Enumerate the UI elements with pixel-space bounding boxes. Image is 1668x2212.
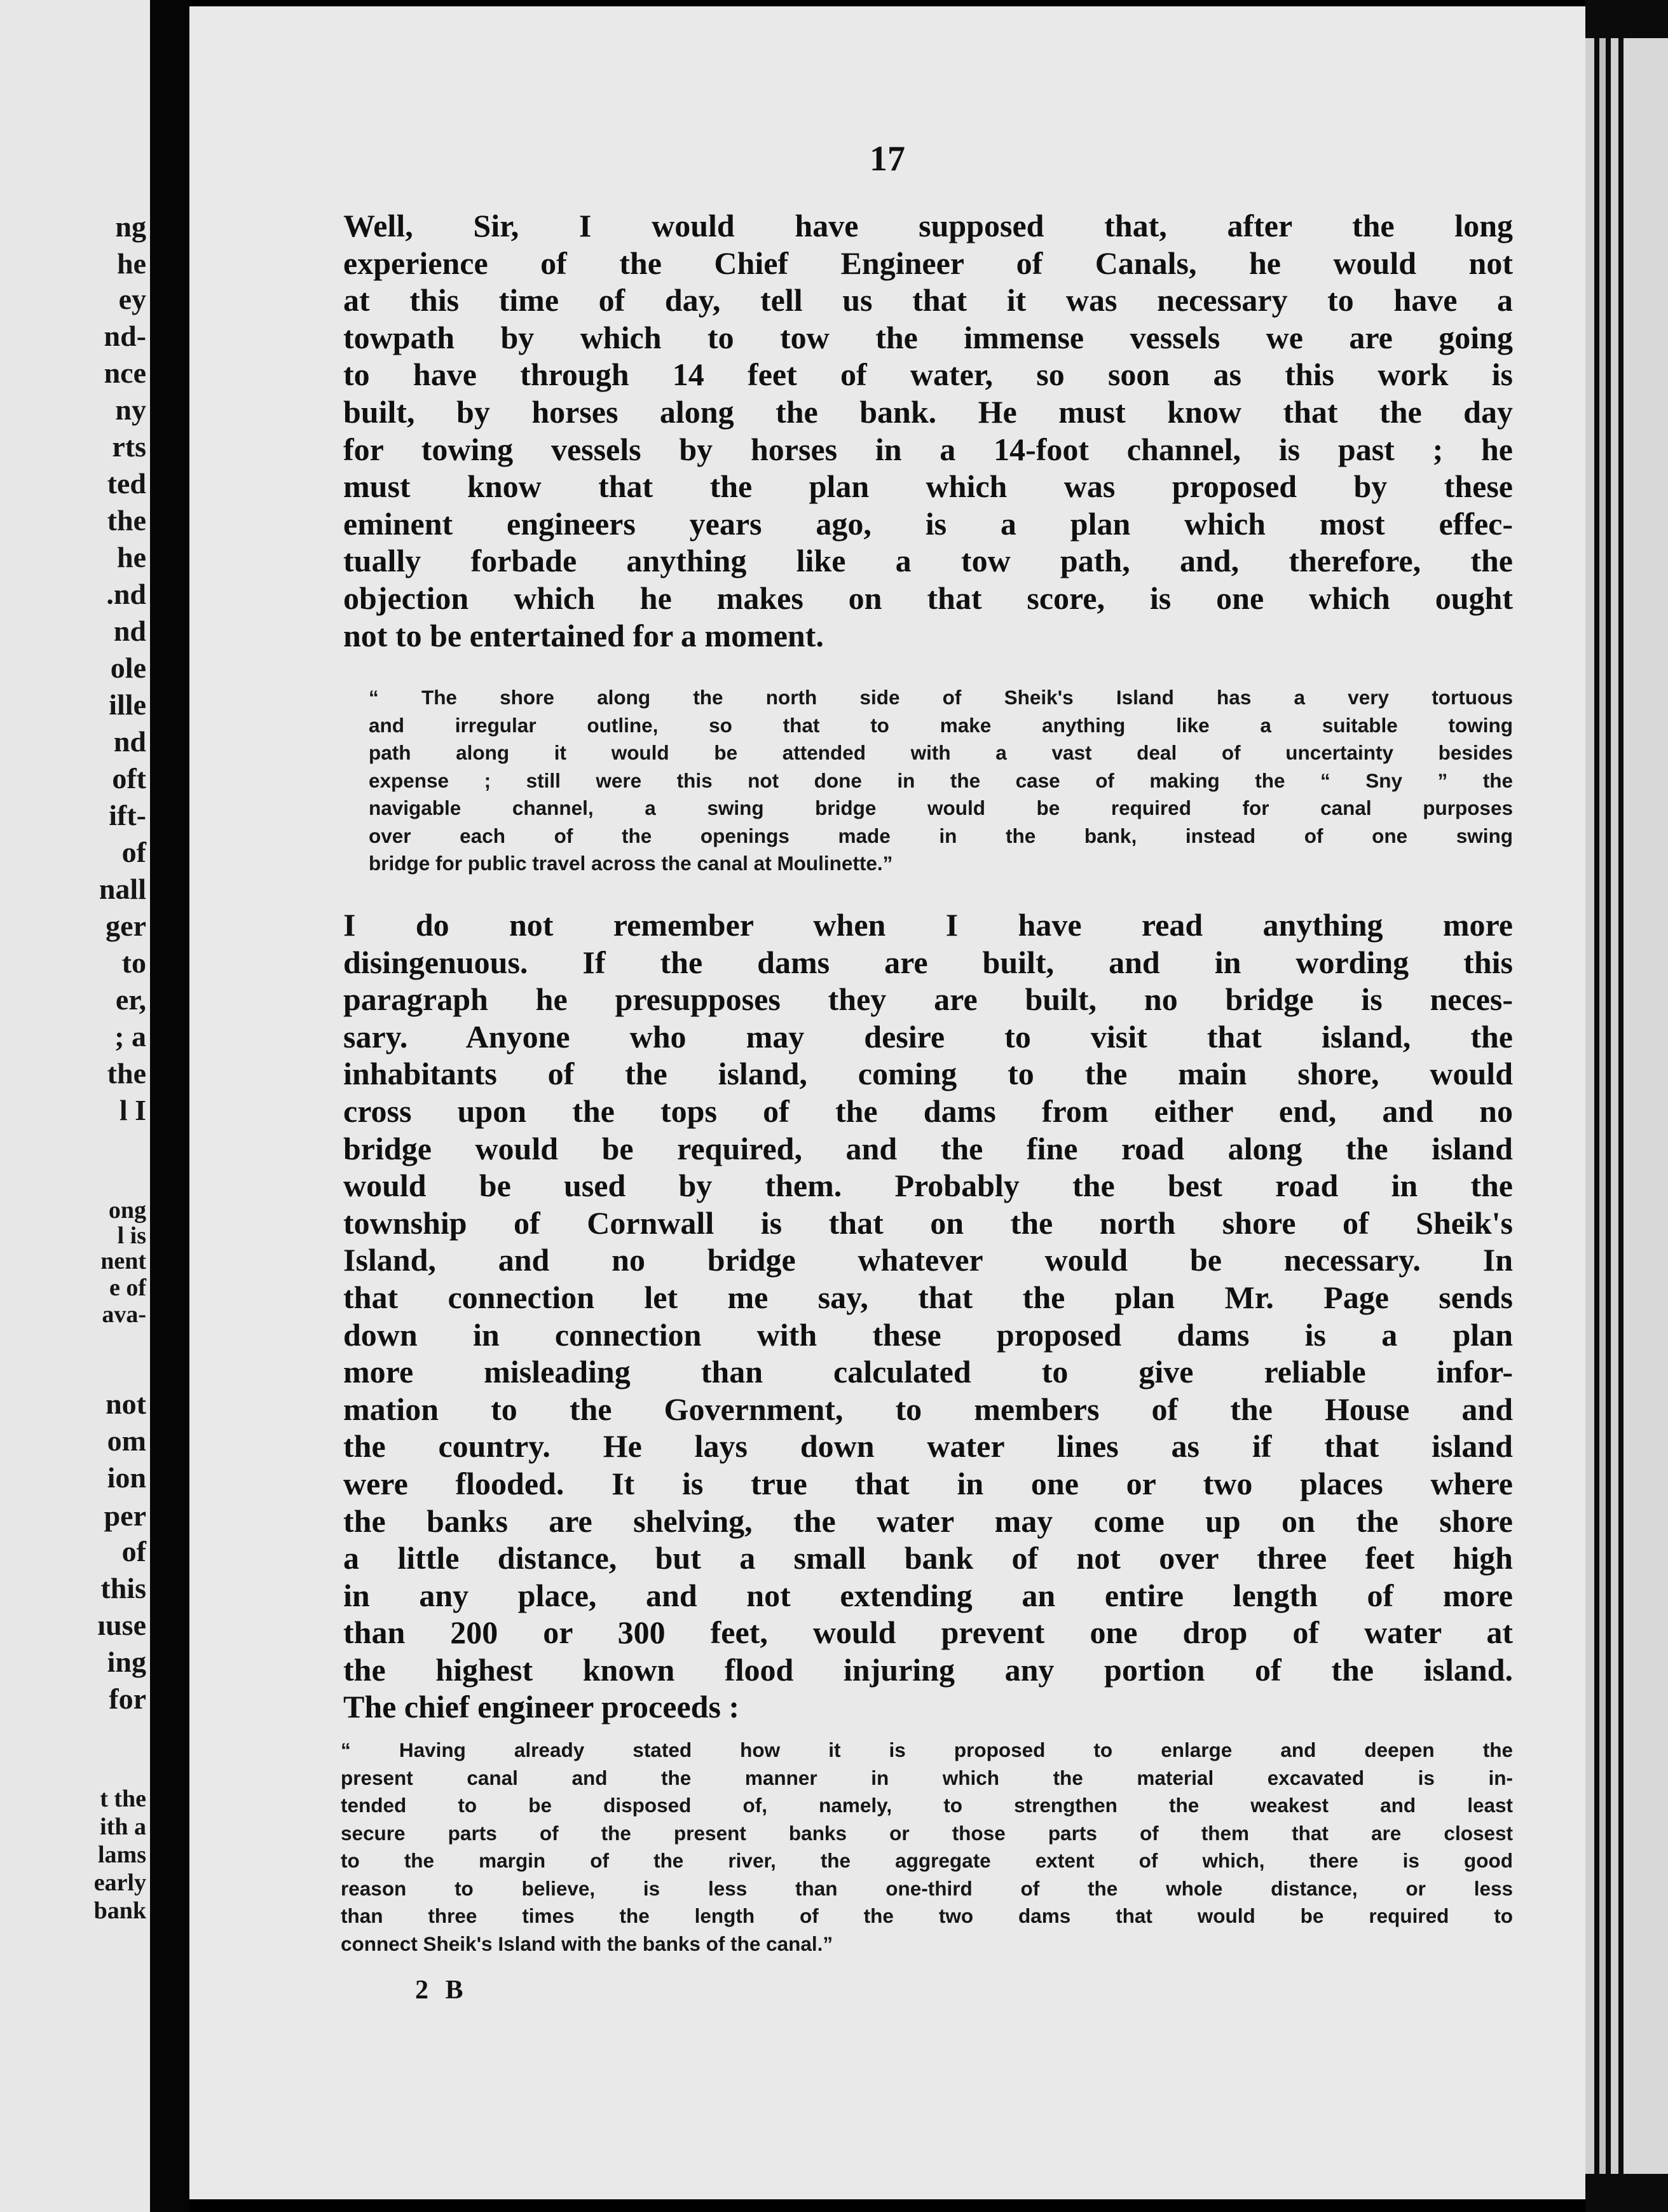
text-line: the country. He lays down water lines as if that island	[343, 1428, 1513, 1464]
left-page-text-fragment: ava-	[102, 1301, 146, 1328]
text-line: cross upon the tops of the dams from either end, and no	[343, 1093, 1513, 1129]
block-quotation	[341, 1737, 1513, 1958]
text-line: secure parts of the present banks or those parts of them that are closest	[341, 1821, 1513, 1845]
left-page-text-fragment: t the	[100, 1785, 146, 1812]
block-quotation	[369, 684, 1513, 878]
text-line: navigable channel, a swing bridge would be required for canal purposes	[369, 796, 1513, 819]
text-line: to have through 14 feet of water, so soon as this work is	[343, 357, 1513, 393]
text-line: disingenuous. If the dams are built, and in wording this	[343, 944, 1513, 980]
left-page-text-fragment: early	[93, 1869, 146, 1896]
text-line: path along it would be attended with a vast deal of uncertainty besides	[369, 741, 1513, 764]
text-line: expense ; still were this not done in the case of making the “ Sny ” the	[369, 768, 1513, 792]
text-line: the banks are shelving, the water may come up on the shore	[343, 1503, 1513, 1539]
left-page-text-fragment: ion	[107, 1461, 146, 1494]
signature-mark: 2 B	[415, 1976, 468, 2005]
page-number: 17	[870, 139, 905, 179]
text-line: at this time of day, tell us that it was necessary to have a	[343, 282, 1513, 318]
left-page-text-fragment: this	[100, 1572, 146, 1604]
text-line: bridge for public travel across the canal at Moulinette.”	[369, 852, 893, 875]
text-line: “ Having already stated how it is proposed to enlarge and deepen the	[341, 1738, 1513, 1761]
text-line: the highest known flood injuring any portion of the island.	[343, 1651, 1513, 1688]
left-page-text-fragment: nent	[100, 1248, 146, 1274]
text-line: objection which he makes on that score, is one which ought	[343, 580, 1513, 616]
left-page-text-fragment: ift-	[109, 799, 146, 831]
left-page-text-fragment: rts	[112, 430, 146, 463]
text-line: a little distance, but a small bank of not over three feet high	[343, 1540, 1513, 1576]
left-page-text-fragment: l is	[117, 1222, 146, 1249]
text-line: over each of the openings made in the bank, instead of one swing	[369, 824, 1513, 847]
text-line: that connection let me say, that the plan Mr. Page sends	[343, 1279, 1513, 1315]
text-line: would be used by them. Probably the best road in the	[343, 1168, 1513, 1204]
text-line: The chief engineer proceeds :	[343, 1689, 740, 1725]
text-line: eminent engineers years ago, is a plan which most effec-	[343, 505, 1513, 542]
left-page-text-fragment: oft	[112, 762, 146, 795]
left-page-text-fragment: ey	[118, 283, 146, 315]
book-gutter	[150, 0, 189, 2212]
left-page-text-fragment: nd	[113, 725, 146, 758]
text-line: towpath by which to tow the immense vessels we are going	[343, 319, 1513, 355]
text-line: down in connection with these proposed dams is a plan	[343, 1316, 1513, 1353]
left-page-text-fragment: e of	[109, 1274, 146, 1301]
left-page-text-fragment: nall	[99, 873, 146, 905]
left-page-text-fragment: ıuse	[97, 1609, 146, 1641]
text-line: and irregular outline, so that to make anything like a suitable towing	[369, 713, 1513, 737]
left-page-text-fragment: per	[104, 1499, 146, 1532]
left-page-text-fragment: of	[121, 836, 146, 868]
text-line: mation to the Government, to members of the House and	[343, 1391, 1513, 1427]
left-page-text-fragment: ing	[107, 1646, 146, 1678]
text-line: bridge would be required, and the fine road along the island	[343, 1130, 1513, 1166]
left-page-text-fragment: nd	[113, 615, 146, 647]
text-line: than 200 or 300 feet, would prevent one drop of water at	[343, 1615, 1513, 1651]
text-line: in any place, and not extending an entire length of more	[343, 1577, 1513, 1613]
text-line: sary. Anyone who may desire to visit that island, the	[343, 1018, 1513, 1055]
left-page-text-fragment: ny	[115, 393, 146, 426]
page-edge	[1599, 38, 1606, 2174]
page-edge	[1624, 38, 1668, 2174]
left-page-text-fragment: nce	[104, 357, 146, 389]
left-page-text-fragment: ng	[115, 210, 146, 243]
left-page-text-fragment: ole	[110, 652, 146, 684]
text-line: tually forbade anything like a tow path, and, therefore, the	[343, 543, 1513, 579]
text-line: built, by horses along the bank. He must know that the day	[343, 393, 1513, 430]
body-paragraph	[343, 906, 1513, 1726]
text-line: “ The shore along the north side of Sheik's Island has a very tortuous	[369, 686, 1513, 709]
page-edge	[1585, 38, 1594, 2174]
book-page	[189, 6, 1585, 2199]
text-line: I do not remember when I have read anything more	[343, 907, 1513, 943]
left-page-text-fragment: ; a	[114, 1020, 146, 1053]
left-page-text-fragment: ger	[106, 910, 146, 942]
left-page-text-fragment: l I	[119, 1094, 146, 1126]
left-page-text-fragment: the	[107, 504, 146, 536]
text-line: Well, Sir, I would have supposed that, after the long	[343, 208, 1513, 243]
text-line: paragraph he presupposes they are built, no bridge is neces-	[343, 981, 1513, 1018]
left-page-text-fragment: nd-	[104, 320, 146, 352]
text-line: township of Cornwall is that on the north shore of Sheik's	[343, 1205, 1513, 1241]
left-page-text-fragment: ille	[109, 688, 146, 721]
text-line: than three times the length of the two dams that would be required to	[341, 1904, 1513, 1927]
left-page-text-fragment: .nd	[106, 578, 146, 610]
left-page-text-fragment: ted	[107, 467, 146, 500]
previous-page-strip	[0, 0, 150, 2212]
left-page-text-fragment: for	[109, 1683, 146, 1715]
text-line: were flooded. It is true that in one or two places where	[343, 1465, 1513, 1501]
page-edges	[1585, 0, 1668, 2212]
left-page-text-fragment: om	[107, 1424, 146, 1457]
text-line: more misleading than calculated to give reliable infor-	[343, 1354, 1513, 1390]
text-line: inhabitants of the island, coming to the main shore, would	[343, 1056, 1513, 1092]
body-paragraph	[343, 207, 1513, 654]
left-page-text-fragment: he	[117, 247, 146, 280]
left-page-text-fragment: ong	[108, 1197, 146, 1224]
left-page-text-fragment: of	[121, 1535, 146, 1567]
left-page-text-fragment: he	[117, 541, 146, 573]
text-line: experience of the Chief Engineer of Canals, he would not	[343, 245, 1513, 281]
left-page-text-fragment: ith a	[100, 1813, 146, 1840]
page-edge	[1611, 38, 1618, 2174]
text-line: Island, and no bridge whatever would be necessary. In	[343, 1242, 1513, 1278]
text-line: tended to be disposed of, namely, to strengthen the weakest and least	[341, 1794, 1513, 1817]
left-page-text-fragment: lams	[98, 1841, 146, 1868]
text-line: to the margin of the river, the aggregate extent of which, there is good	[341, 1849, 1513, 1872]
text-line: present canal and the manner in which the material excavated is in-	[341, 1766, 1513, 1789]
text-line: must know that the plan which was proposed by these	[343, 468, 1513, 505]
text-line: not to be entertained for a moment.	[343, 617, 824, 653]
left-page-text-fragment: not	[106, 1388, 146, 1420]
left-page-text-fragment: the	[107, 1057, 146, 1089]
left-page-text-fragment: to	[121, 946, 146, 979]
text-line: for towing vessels by horses in a 14-foot channel, is past ; he	[343, 431, 1513, 467]
text-line: connect Sheik's Island with the banks of the canal.”	[341, 1932, 833, 1955]
text-line: reason to believe, is less than one-third of the whole distance, or less	[341, 1876, 1513, 1900]
left-page-text-fragment: er,	[115, 983, 146, 1016]
left-page-text-fragment: bank	[93, 1897, 146, 1924]
